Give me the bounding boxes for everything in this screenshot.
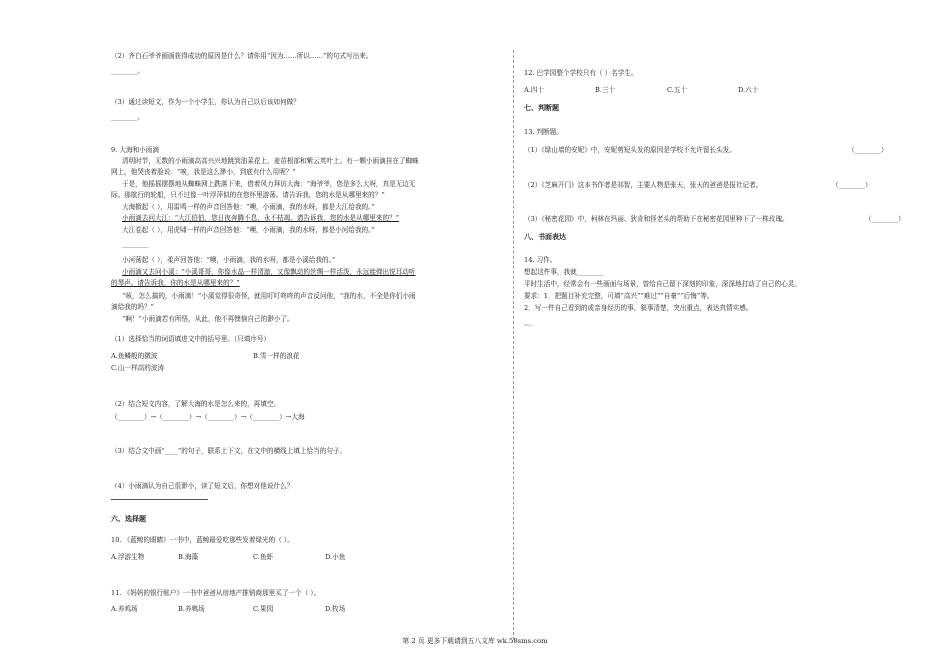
- passage-9-line: 于是，他摇摇摆摆地从蜘蛛网上跌落下来，借着风力拜访大海：“海爷爷，您是多么大呀，真是无边无: [122, 180, 416, 188]
- q14-requirement-2: 2．写一件自己看到的或亲身经历的事，叙事清楚，突出重点，表达真情实感。: [524, 304, 753, 312]
- q13-3-answer-blank[interactable]: （________）: [865, 215, 905, 223]
- q9-1-option-c[interactable]: C.山一样高的波涛: [111, 364, 165, 372]
- passage-9-title: 9. 大海和小雨滴: [111, 146, 159, 154]
- q10-prompt: 10. 《蓝鲸的眼睛》一书中，蓝鲸最爱吃那些发着绿光的（ ）。: [111, 536, 294, 544]
- q9-1-option-a[interactable]: A.鱼鳞般的微波: [111, 352, 158, 360]
- passage-9-line: “咳，怎么搞的，小雨滴！”小溪觉得很奇怪，就用叮叮咚咚的声音反问他，“我的水，不全是你们小雨: [122, 292, 416, 300]
- q12-option-c[interactable]: C.五十: [667, 86, 688, 94]
- passage-9-line: 网上，他哭丧着脸说：“唉，我是这么渺小，到底有什么用呢？”: [111, 168, 296, 176]
- q14-title-fill[interactable]: 想起这件事，我就________: [524, 268, 604, 276]
- q9-2-fill-chain[interactable]: （________）→（________）→（________）→（________）→大海: [111, 413, 305, 421]
- passage-9-line: 清明时节，无数的小雨滴高高兴兴地跳到油菜花上、麦苗根部和紫云英叶上。有一颗小雨滴挂在了蜘蛛: [122, 157, 419, 165]
- passage-9-line: 滴给我的吗？”: [111, 303, 154, 311]
- section-8-title: 八、书面表达: [524, 233, 566, 241]
- q11-option-b[interactable]: B.养鸭场: [178, 605, 205, 613]
- section-7-title: 七、判断题: [524, 104, 559, 112]
- passage-9-underlined-sentence: 的琴声。请告诉我，你的水是从哪里来的？”: [111, 279, 240, 287]
- q11-prompt: 11. 《妈妈的银行账户》一书中爸爸从房地产推销商那里买了一个（ ）。: [111, 589, 321, 597]
- tiny-link-mark: http://: [524, 323, 534, 327]
- q9-1-prompt: （1）选择恰当的词语填进文中的括号里。（只填序号）: [111, 335, 271, 343]
- page-footer: 第 2 页 更多下载请到五八文库 wk.58sms.com: [402, 637, 548, 645]
- q2-answer-blank[interactable]: ________。: [111, 67, 144, 75]
- q9-4-prompt: （4）小雨滴认为自己很渺小，读了短文后，你想对他说什么？: [111, 482, 294, 490]
- q2-prompt: （2）齐白石爷爷画画获得成功的原因是什么？请你用“因为……所以……”的句式写出来。: [111, 52, 373, 60]
- q3-prompt: （3）通过读短文，作为一个小学生，你认为自己以后该如何做？: [111, 98, 300, 106]
- q12-option-d[interactable]: D.六十: [738, 86, 759, 94]
- q12-option-a[interactable]: A.四十: [524, 86, 545, 94]
- q10-option-b[interactable]: B.海藻: [178, 553, 199, 561]
- passage-9-line: 大江卷起（ ），用虎啸一样的声音回答他：“噢，小雨滴，我的水呀，都是小河给我的。”: [122, 226, 375, 234]
- q13-1-statement: （1）《绿山墙的安妮》中，安妮剪短头发的原因是学校不允许留长头发。: [524, 146, 736, 154]
- q11-option-a[interactable]: A.养鸡场: [111, 605, 138, 613]
- passage-9-line: 际。那航行的轮船，只不过像一叶浮萍似的在您怀里游荡。请告诉我，您的水是从哪里来的？”: [111, 191, 385, 199]
- q9-1-option-b[interactable]: B.雪一样的浪花: [253, 352, 300, 360]
- passage-9-underlined-sentence: 小雨滴又去问小溪：“小溪哥哥，你像水晶一样清澈，又像飘动的丝绸一样活泼，永远能弹出悦耳动听: [122, 268, 416, 276]
- q13-1-answer-blank[interactable]: （________）: [848, 146, 888, 154]
- passage-9-line: 小河荡起（ ），柔声回答他：“噢，小雨滴，我的水呀，都是小溪给我的。”: [122, 256, 336, 264]
- q9-3-prompt: （3）结合文中画“____”的句子，联系上下文，在文中的横线上填上恰当的句子。: [111, 447, 347, 455]
- column-divider: [513, 50, 514, 640]
- q13-3-statement: （3）《秘密花园》中，柯林在玛丽、狄肯和怪老头的帮助下在秘密花园里种下了一株玫瑰。: [524, 215, 789, 223]
- q11-option-c[interactable]: C.果园: [253, 605, 274, 613]
- q12-option-b[interactable]: B.三十: [595, 86, 616, 94]
- passage-9-line: 大海掀起（ ），用雷鸣一样的声音回答他：“噢，小雨滴，我的水呀，都是大江给我的。”: [122, 203, 375, 211]
- q14-requirement-1: 要求：1．把题目补充完整，可填“高兴”“难过”“自豪”“后悔”等。: [524, 292, 714, 300]
- passage-9-line: “啊！”小雨滴若有所悟，从此，他不再懊恼自己的渺小了。: [122, 315, 294, 323]
- q9-4-answer-line[interactable]: [111, 499, 208, 500]
- q10-option-d[interactable]: D.小鱼: [325, 553, 346, 561]
- q13-2-answer-blank[interactable]: （________）: [832, 181, 872, 189]
- q11-option-d[interactable]: D.牧场: [325, 605, 346, 613]
- passage-9-underlined-sentence: 小雨滴去问大江：“大江伯伯，您日夜奔腾不息，永不枯竭。请告诉我，您的水是从哪里来的？”: [122, 214, 400, 222]
- q10-option-a[interactable]: A.浮游生物: [111, 553, 145, 561]
- q12-prompt: 12. 巴学园整个学校只有（ ）名学生。: [524, 69, 638, 77]
- q13-prompt: 13. 判断题。: [524, 128, 563, 136]
- passage-9-fill-blank[interactable]: ________: [122, 240, 149, 248]
- q9-2-prompt: （2）结合短文内容，了解大海的水是怎么来的，再填空。: [111, 400, 281, 408]
- q14-prompt: 14. 习作。: [524, 256, 557, 264]
- q14-description: 平时生活中，经常会有一些画面与场景，曾给自己留下深刻的印象，深深地打动了自己的心灵。: [524, 280, 801, 288]
- q13-2-statement: （2）《芝麻开门》这本书作者是祁智，主要人物是张天，张天的爸爸是报社记者。: [524, 181, 763, 189]
- q10-option-c[interactable]: C.鱼虾: [253, 553, 274, 561]
- q3-answer-blank[interactable]: ________。: [111, 113, 144, 121]
- section-6-title: 六、选择题: [111, 515, 146, 523]
